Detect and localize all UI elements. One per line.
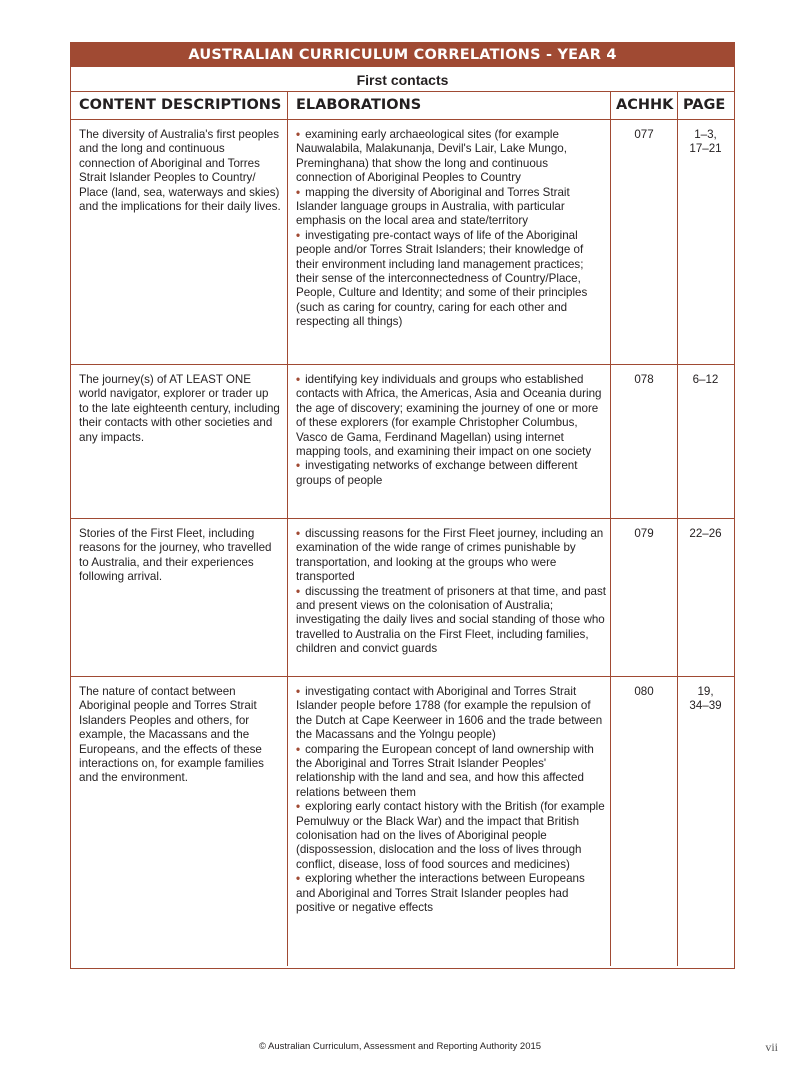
elaborations-cell xyxy=(288,120,611,364)
elaboration-item: • comparing the European concept of land ownership with the Aboriginal and Torres Strait Islander Peoples' relationship with the land and sea, and how this affected relations between them xyxy=(296,742,594,799)
achhk-code: 077 xyxy=(611,120,678,364)
curriculum-table xyxy=(70,42,735,969)
table-row xyxy=(71,677,734,966)
elaborations-cell xyxy=(288,365,611,518)
page-ref: 22–26 xyxy=(689,527,722,540)
table-subtitle: First contacts xyxy=(71,67,734,92)
bullet-icon: • xyxy=(296,872,301,886)
elaboration-item: • exploring early contact history with the British (for example Pemulwuy or the Black War) and the impact that British colonisation had on the lives of Aboriginal people (dispossession, dislocation and the loss of lives through conflict, disease, loss of food sources and medicines) xyxy=(296,800,605,871)
bullet-icon: • xyxy=(296,685,301,698)
bullet-icon: • xyxy=(296,228,301,242)
bullet-icon: • xyxy=(296,459,301,473)
bullet-icon: • xyxy=(296,800,301,814)
table-row xyxy=(71,519,734,677)
bullet-icon: • xyxy=(296,128,301,141)
content-description: The diversity of Australia's first peoples and the long and continuous connection of Aboriginal and Torres Strait Islander Peoples to Country/ Place (land, sea, waterways and skies) and the implications for their daily lives. xyxy=(71,120,288,364)
achhk-code: 080 xyxy=(611,677,678,966)
page-ref: 19, 34–39 xyxy=(689,685,722,713)
elaboration-item: • discussing reasons for the First Fleet journey, including an examination of the wide range of crimes punishable by transportation, and looking at the groups who were transported xyxy=(296,527,604,584)
achhk-code: 079 xyxy=(611,519,678,676)
achhk-code: 078 xyxy=(611,365,678,518)
elaboration-item: • examining early archaeological sites (for example Nauwalabila, Malakunanja, Devil's Lair, Lake Mungo, Preminghana) that show the long and continuous connection of Aboriginal Peoples to Country xyxy=(296,128,567,185)
bullet-icon: • xyxy=(296,584,301,598)
header-elaborations: ELABORATIONS xyxy=(288,92,611,119)
content-description: The nature of contact between Aboriginal people and Torres Strait Islanders Peoples and others, for example, the Macassans and the Europeans, and the effects of these interactions on, for example families and the environment. xyxy=(71,677,288,966)
table-banner: AUSTRALIAN CURRICULUM CORRELATIONS - YEAR 4 xyxy=(71,43,734,67)
header-achhk: ACHHK xyxy=(611,92,678,119)
page-number: vii xyxy=(765,1040,778,1054)
header-content-descriptions: CONTENT DESCRIPTIONS xyxy=(71,92,288,119)
elaboration-item: • mapping the diversity of Aboriginal and Torres Strait Islander language groups in Australia, with particular emphasis on the local area and state/territory xyxy=(296,185,570,228)
elaboration-item: • exploring whether the interactions between Europeans and Aboriginal and Torres Strait Islander peoples had positive or negative effects xyxy=(296,872,585,915)
elaboration-item: • investigating networks of exchange between different groups of people xyxy=(296,459,578,487)
elaborations-cell xyxy=(288,677,611,966)
elaboration-item: • discussing the treatment of prisoners at that time, and past and present views on the colonisation of Australia; investigating the daily lives and social standing of those who travelled to Australia on the First Fleet, including families, children and convict guards xyxy=(296,584,607,656)
header-page: PAGE xyxy=(683,97,726,113)
bullet-icon: • xyxy=(296,373,301,386)
elaboration-item: • identifying key individuals and groups who established contacts with Africa, the Americas, Asia and Oceania during the age of discovery; examining the journey of one or more of these explorers (for example Christopher Columbus, Vasco de Gama, Ferdinand Magellan) using internet mapping tools, and examining their impact on one society xyxy=(296,373,602,459)
page-ref: 1–3, 17–21 xyxy=(689,128,722,156)
table-header-row xyxy=(71,92,734,120)
elaboration-item: • investigating pre-contact ways of life of the Aboriginal people and/or Torres Strait Islanders; their knowledge of their environment including land management practices; their sense of the interconnectedness of Country/Place, People, Culture and Identity; and some of their principles (such as caring for country, caring for each other and respecting all things) xyxy=(296,228,588,329)
content-description: Stories of the First Fleet, including reasons for the journey, who travelled to Australia, and their experiences following arrival. xyxy=(71,519,288,676)
table-row xyxy=(71,120,734,365)
bullet-icon: • xyxy=(296,527,301,540)
table-row xyxy=(71,365,734,519)
elaborations-cell xyxy=(288,519,611,676)
bullet-icon: • xyxy=(296,185,301,199)
page-ref: 6–12 xyxy=(692,373,719,386)
content-description: The journey(s) of AT LEAST ONE world navigator, explorer or trader up to the late eighteenth century, including their contacts with other societies and any impacts. xyxy=(71,365,288,518)
elaboration-item: • investigating contact with Aboriginal and Torres Strait Islander people before 1788 (for example the repulsion of the Dutch at Cape Keerweer in 1606 and the trade between the Macassans and the Yolngu people) xyxy=(296,685,603,742)
bullet-icon: • xyxy=(296,742,301,756)
copyright-footer: © Australian Curriculum, Assessment and Reporting Authority 2015 xyxy=(258,1041,542,1052)
